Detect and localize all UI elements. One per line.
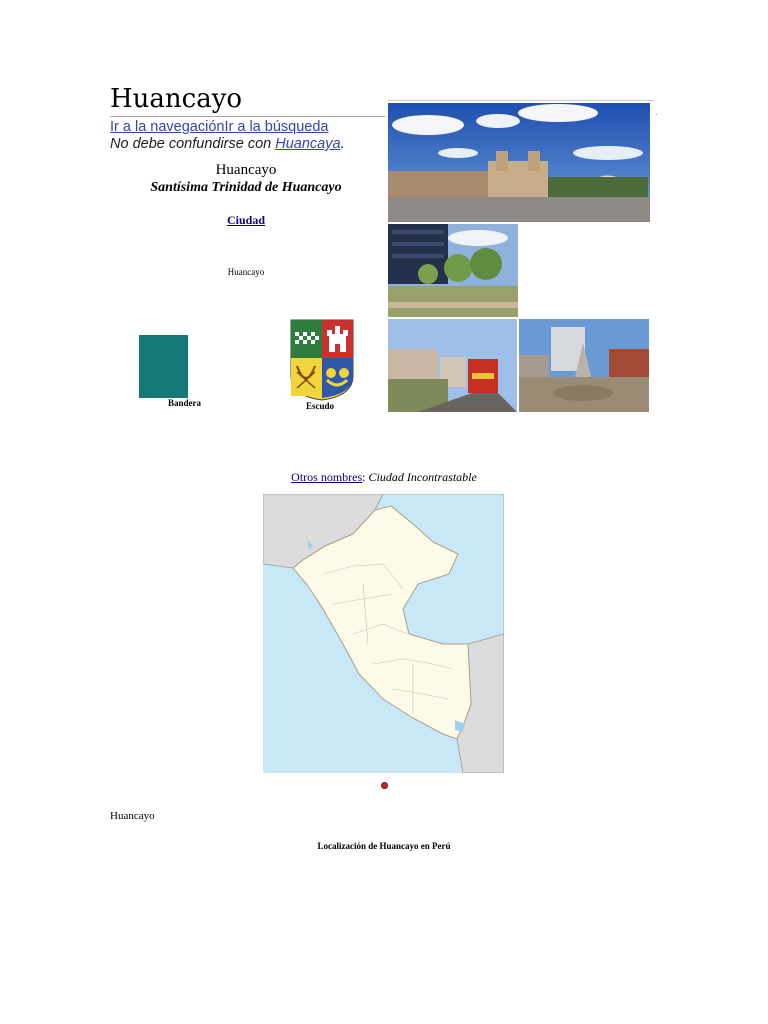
infobox-top-border [388, 100, 654, 101]
other-names-link[interactable]: Otros nombres [291, 470, 363, 484]
other-names [200, 470, 568, 485]
hatnote-suffix: . [340, 136, 345, 152]
infobox-type-link[interactable]: Ciudad [226, 213, 266, 227]
coat-caption: Escudo [306, 401, 335, 411]
flag-image[interactable] [139, 335, 188, 398]
stray-mark [656, 114, 657, 115]
hatnote [110, 136, 345, 152]
infobox-official-name: Santísima Trinidad de Huancayo [150, 180, 342, 195]
infobox-name: Huancayo [215, 162, 277, 178]
page-title: Huancayo [110, 84, 243, 114]
map-marker-label: Huancayo [110, 810, 155, 822]
title-divider [110, 116, 385, 117]
photo-fountain[interactable] [519, 319, 649, 412]
other-names-separator: : [362, 470, 369, 484]
map-location-marker[interactable] [381, 782, 388, 789]
infobox-image-caption: Huancayo [227, 267, 265, 277]
skip-links[interactable]: Ir a la navegaciónIr a la búsqueda [110, 119, 329, 135]
flag-caption: Bandera [168, 398, 202, 408]
hatnote-link[interactable]: Huancaya [275, 136, 341, 152]
photo-train[interactable] [388, 319, 517, 412]
map-caption: Localización de Huancayo en Perú [317, 841, 451, 851]
peru-location-map[interactable] [263, 494, 504, 773]
coat-of-arms-image[interactable] [289, 318, 355, 402]
photo-building[interactable] [388, 224, 518, 317]
other-names-value: Ciudad Incontrastable [368, 470, 477, 484]
hatnote-prefix: No debe confundirse con [110, 136, 276, 152]
photo-plaza[interactable] [388, 103, 650, 222]
